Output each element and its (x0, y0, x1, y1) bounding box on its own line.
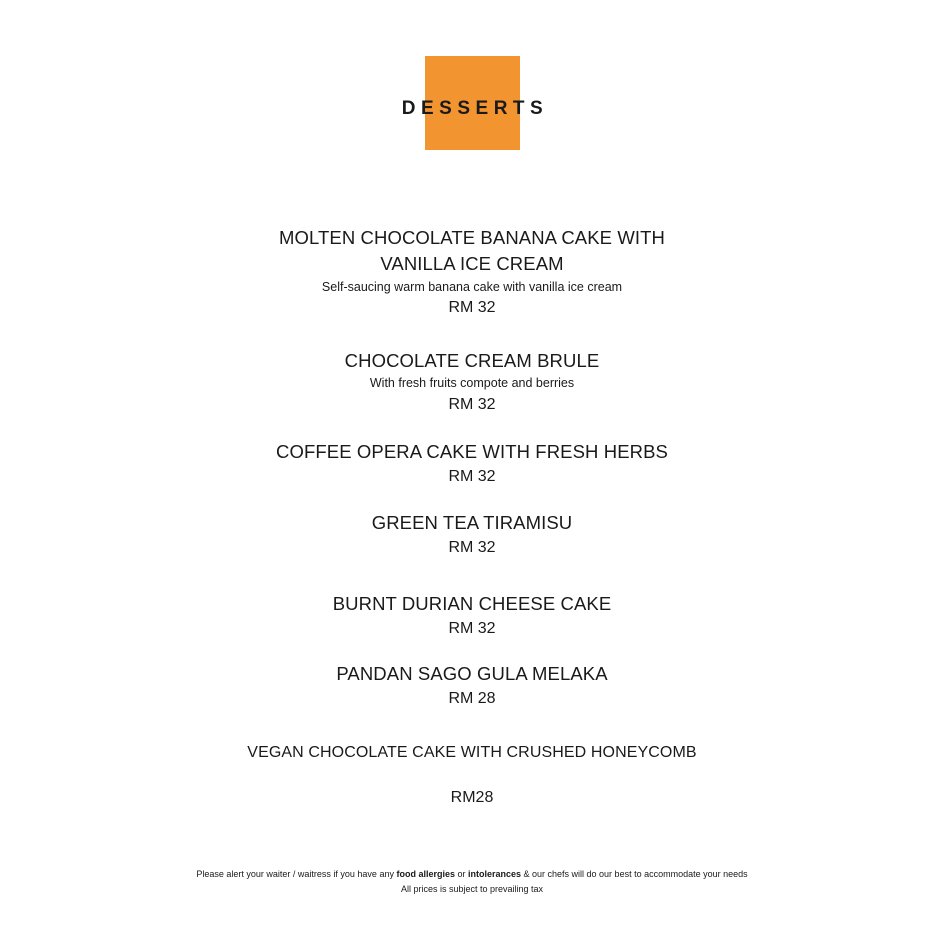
tax-note: All prices is subject to prevailing tax (400, 884, 544, 894)
menu-item-name: BURNT DURIAN CHEESE CAKE (332, 593, 612, 614)
allergy-notice-text: or (454, 869, 468, 879)
allergy-notice-text: & our chefs will do our best to accommodate your needs (521, 869, 748, 879)
allergy-notice-bold: intolerances (467, 869, 522, 879)
menu-item-price: RM 32 (448, 539, 496, 556)
menu-item-name: GREEN TEA TIRAMISU (371, 512, 573, 533)
allergy-notice (0, 869, 944, 879)
menu-item-price: RM28 (450, 789, 494, 806)
menu-item-name: MOLTEN CHOCOLATE BANANA CAKE WITH (278, 227, 666, 248)
page-title: DESSERTS (401, 98, 549, 119)
menu-item-name: COFFEE OPERA CAKE WITH FRESH HERBS (276, 441, 668, 462)
menu-item-price: RM 32 (448, 468, 496, 485)
menu-item-price: RM 32 (448, 620, 496, 637)
menu-item-name: CHOCOLATE CREAM BRULE (344, 350, 600, 371)
menu-item-name: VANILLA ICE CREAM (380, 253, 564, 274)
allergy-notice-text: Please alert your waiter / waitress if you have any (196, 869, 397, 879)
allergy-notice-bold: food allergies (396, 869, 455, 879)
menu-item-price: RM 28 (448, 690, 496, 707)
menu-item-price: RM 32 (448, 299, 496, 316)
menu-item-name: VEGAN CHOCOLATE CAKE WITH CRUSHED HONEYCOMB (247, 744, 697, 761)
menu-item-name: PANDAN SAGO GULA MELAKA (336, 663, 608, 684)
menu-item-description: With fresh fruits compote and berries (369, 376, 575, 390)
menu-item-price: RM 32 (448, 396, 496, 413)
menu-item-description: Self-saucing warm banana cake with vanilla ice cream (321, 280, 623, 294)
